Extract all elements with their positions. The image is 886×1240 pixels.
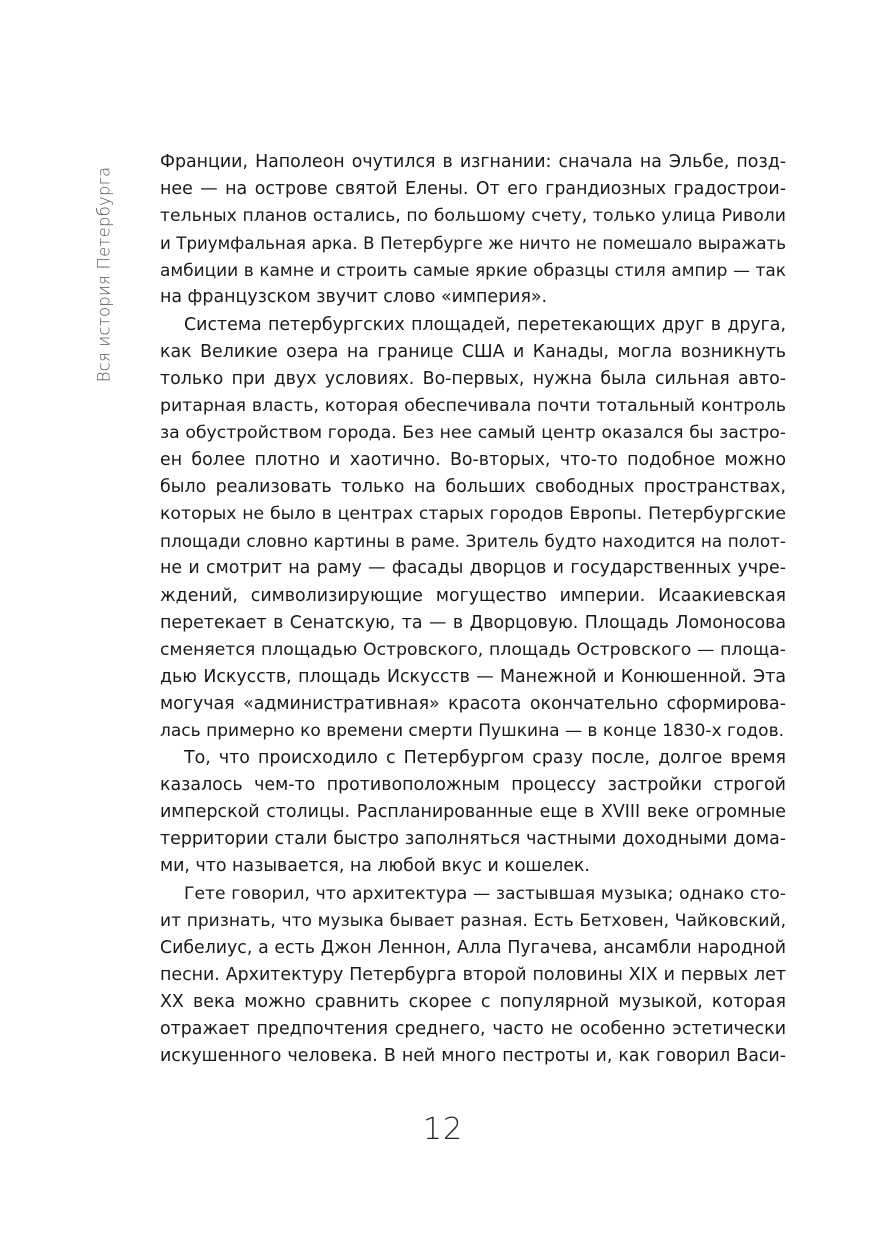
text-line: сменяется площадью Островского, площадь Островского — площа- <box>160 639 786 660</box>
text-line: отражает предпочтения среднего, часто не особенно эстетически <box>160 1019 786 1039</box>
text-line: ми, что называется, на любой вкус и кошелек. <box>160 856 590 877</box>
text-line: тельных планов остались, по большому счету, только улица Риволи <box>160 206 786 227</box>
text-line: которых не было в центрах старых городов Европы. Петербургские <box>160 504 786 525</box>
text-line: могучая «административная» красота окончательно сформирова- <box>160 693 786 714</box>
text-line: было реализовать только на больших свободных пространствах, <box>160 477 786 498</box>
text-line: площади словно картины в раме. Зритель будто находится на полот- <box>160 531 786 552</box>
text-line: амбиции в камне и строить самые яркие образцы стиля ампир — так <box>160 260 786 281</box>
text-line: Франции, Наполеон очутился в изгнании: сначала на Эльбе, позд- <box>160 152 786 172</box>
text-line: ен более плотно и хаотично. Во-вторых, что-то подобное можно <box>160 450 786 471</box>
text-line: имперской столицы. Распланированные еще в XVIII веке огромные <box>160 802 786 823</box>
page-number: 12 <box>422 1112 464 1147</box>
text-line: искушенного человека. В ней много пестроты и, как говорил Васи- <box>160 1046 786 1067</box>
text-line: не и смотрит на раму — фасады дворцов и государственных учре- <box>160 558 786 579</box>
text-line: как Великие озера на границе США и Канады, могла возникнуть <box>160 341 786 362</box>
text-line: лась примерно ко времени смерти Пушкина — в конце 1830-х годов. <box>160 720 785 741</box>
text-line: на французском звучит слово «империя». <box>160 287 548 308</box>
running-head <box>92 145 116 403</box>
text-line: и Триумфальная арка. В Петербурге же ничто не помешало выражать <box>160 234 786 254</box>
text-line: казалось чем-то противоположным процессу застройки строгой <box>160 775 786 796</box>
text-line: дью Искусств, площадь Искусств — Манежной и Конюшенной. Эта <box>160 666 786 687</box>
text-line: Сибелиус, а есть Джон Леннон, Алла Пугачева, ансамбли народной <box>160 937 786 958</box>
text-line: XX века можно сравнить скорее с популярной музыкой, которая <box>160 991 786 1012</box>
text-line: песни. Архитектуру Петербурга второй половины XIX и первых лет <box>160 964 786 985</box>
text-line: ит признать, что музыка бывает разная. Есть Бетховен, Чайковский, <box>160 910 786 931</box>
text-line: ритарная власть, которая обеспечивала почти тотальный контроль <box>160 395 786 416</box>
body-text <box>160 149 786 1070</box>
text-line: территории стали быстро заполняться частными доходными дома- <box>160 829 786 850</box>
text-line: Гете говорил, что архитектура — застывшая музыка; однако сто- <box>184 883 786 904</box>
text-line: только при двух условиях. Во-первых, нужна была сильная авто- <box>160 368 786 389</box>
text-line: Система петербургских площадей, перетекающих друг в друга, <box>184 314 786 335</box>
text-line: То, что происходило с Петербургом сразу после, долгое время <box>184 748 786 769</box>
text-line: нее — на острове святой Елены. От его грандиозных градострои- <box>160 179 786 200</box>
text-line: ждений, символизирующие могущество империи. Исаакиевская <box>160 585 786 606</box>
text-line: перетекает в Сенатскую, та — в Дворцовую. Площадь Ломоносова <box>160 612 786 633</box>
text-line: за обустройством города. Без нее самый центр оказался бы застро- <box>160 422 786 443</box>
running-head-text: Вся история Петербурга <box>94 166 114 382</box>
